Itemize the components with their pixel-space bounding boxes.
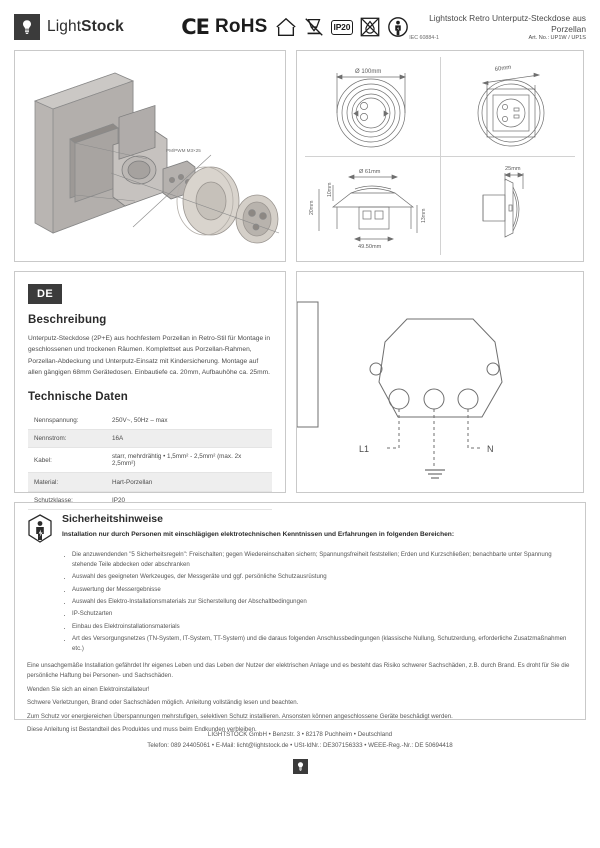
list-item: · Die anzuwendenden "5 Sicherheitsregeln": Freischalten; gegen Wiedereinschalten sichern; Spannungsfreiheit feststellen; Erden und Kurzschließen; benachbarte unter Spannung stehende Teile abdecken oder abschranken [63, 550, 573, 570]
dim-inner-diameter-label: Ø 61mm [359, 169, 381, 175]
tech-value: starr, mehrdrähtig • 1,5mm² - 2,5mm² (max. 2x 2,5mm²) [112, 453, 242, 468]
tech-value: 250V~, 50Hz – max [112, 416, 168, 424]
no-water-icon [359, 16, 381, 38]
dim-front-diameter-label: Ø 100mm [355, 69, 382, 75]
list-item: · Einbau des Elektroinstallationsmaterials [63, 622, 573, 632]
article-number: Art. No.: UP1W / UP1S [528, 35, 586, 41]
table-row [28, 411, 272, 429]
footer-address: LIGHTSTOCK GmbH • Benzstr. 3 • 82178 Puchheim • Deutschland [207, 731, 393, 738]
safety-paragraph: Wenden Sie sich an einen Elektroinstallateur! [27, 685, 150, 693]
safety-paragraph: Diese Anleitung ist Bestandteil des Produktes und muss beim Endkunden verbleiben. [27, 726, 257, 734]
tech-key: Kabel: [34, 456, 52, 464]
brand-name-light: Light [47, 18, 82, 35]
indoor-use-icon [275, 16, 297, 38]
tech-key: Schutzklasse: [34, 497, 73, 504]
safety-lead: Installation nur durch Personen mit einschlägigen elektrotechnischen Kenntnissen und Erfahrungen in folgenden Bereichen: [62, 531, 455, 538]
tech-value: Hart-Porzellan [112, 478, 153, 486]
table-row [28, 448, 272, 473]
tech-key: Material: [34, 478, 59, 486]
table-row [28, 429, 272, 447]
side-view-drawing [443, 159, 579, 257]
electric-shock-person-icon [27, 514, 53, 544]
tech-key: Nennstrom: [34, 434, 67, 442]
dim-mount-width-label: 49.50mm [358, 244, 382, 250]
list-item: · Auswahl des Elektro-Installationsmaterials zur Sicherstellung der Abschaltbedingungen [63, 597, 573, 607]
brand-name-bold: Stock [81, 18, 124, 35]
safety-title: Sicherheitshinweise [62, 513, 163, 525]
page-footer [0, 730, 600, 774]
bulb-icon [14, 14, 40, 40]
dim-side-25-label: 25mm [505, 166, 521, 172]
dim-height-10-label: 10mm [327, 182, 333, 197]
tech-data-heading: Technische Daten [28, 391, 128, 404]
drawings-row [0, 50, 600, 262]
tech-value: 16A [112, 434, 124, 442]
safety-bullet-list [63, 550, 573, 654]
brand-name [47, 18, 124, 36]
standard-label: IEC 60884-1 [409, 35, 439, 41]
product-title: Lightstock Retro Unterputz-Steckdose aus Porzellan [429, 13, 586, 34]
table-row [28, 473, 272, 491]
exploded-assembly-drawing [15, 51, 285, 261]
list-item: · Auswertung der Messergebnisse [63, 585, 573, 595]
page-header [0, 0, 600, 44]
technical-drawings-panel [296, 50, 584, 262]
list-item: · Art des Versorgungsnetzes (TN-System, IT-System, TT-System) und die daraus folgenden Anschlussbedingungen (klassische Nullung, Schutzerdung, erforderliche Zusatzmaßnahmen etc.) [63, 634, 573, 654]
description-row [0, 271, 600, 504]
product-header-info [409, 13, 586, 41]
weee-bin-icon [303, 16, 325, 38]
footer-contact: Telefon: 089 24405061 • E-Mail: licht@lightstock.de • USt-IdNr.: DE307156333 • WEEE-Reg.-Nr.: DE 50694418 [147, 741, 453, 749]
language-badge: DE [28, 284, 62, 304]
certification-icons [169, 15, 409, 39]
bulb-icon-svg [296, 761, 305, 772]
exploded-view-panel [14, 50, 286, 262]
rohs-label: RoHS [215, 16, 268, 37]
description-heading: Beschreibung [28, 314, 107, 326]
bulb-icon [293, 759, 308, 774]
insert-view-drawing [443, 55, 579, 155]
bulb-icon-svg [20, 19, 34, 35]
wiring-label-l1: L1 [358, 444, 369, 454]
technical-data-table [28, 411, 272, 510]
dim-depth-13-label: 13mm [421, 208, 427, 223]
front-view-drawing [303, 55, 439, 155]
brand-logo [14, 14, 169, 40]
wiring-label-n: N [487, 444, 494, 454]
dim-depth-20-label: 20mm [309, 200, 315, 215]
ip20-icon: IP20 [331, 20, 354, 35]
section-view-drawing [303, 159, 439, 257]
safety-paragraph: Eine unsachgemäße Installation gefährdet Ihr eigenes Leben und das Leben der Nutzer der elektrischen Anlage und es besteht das Risiko schwerer Sachschäden, z.B. durch Brand. Es droht für Sie die persönliche Haftung bei Personen- und Sachschäden. [27, 661, 570, 680]
tech-key: Nennspannung: [34, 416, 79, 424]
dim-insert-width-label: 60mm [494, 64, 512, 73]
safety-header [27, 513, 573, 544]
safety-panel [14, 502, 586, 734]
ce-mark-icon: CE [181, 15, 209, 39]
description-body: Unterputz-Steckdose (2P+E) aus hochfestem Porzellan in Retro-Stil für Montage in geschlossenen und trockenen Räumen. Komplettset aus Porzellan-Rahmen, Porzellan-Abdeckung und Unterputz-Einsatz mit Kindersicherung. Montage auf allen gängigen 68mm Gerätedosen. Einbautiefe ca. 20mm, Aufbauhöhe ca. 25mm. [28, 335, 271, 376]
list-item: · Auswahl des geeigneten Werkzeuges, der Messgeräte und ggf. persönliche Schutzausrüstung [63, 572, 573, 582]
shock-warning-icon [387, 16, 409, 38]
safety-paragraph: Schwere Verletzungen, Brand oder Sachschäden möglich. Anleitung vollständig lesen und beachten. [27, 699, 299, 707]
wiring-diagram [297, 272, 583, 492]
tech-value: IP20 [112, 497, 125, 504]
screw-spec-label: PM/PWM M3×25 [166, 148, 201, 153]
description-panel [14, 271, 286, 504]
wiring-diagram-panel [296, 271, 584, 493]
safety-paragraph: Zum Schutz vor energiereichen Überspannungen mehrstufigen, selektiven Schutz installieren. Ansonsten können angeschlossene Geräte beschädigt werden. [27, 712, 453, 720]
panel-horizontal-divider [305, 156, 575, 157]
list-item: · IP-Schutzarten [63, 609, 573, 619]
